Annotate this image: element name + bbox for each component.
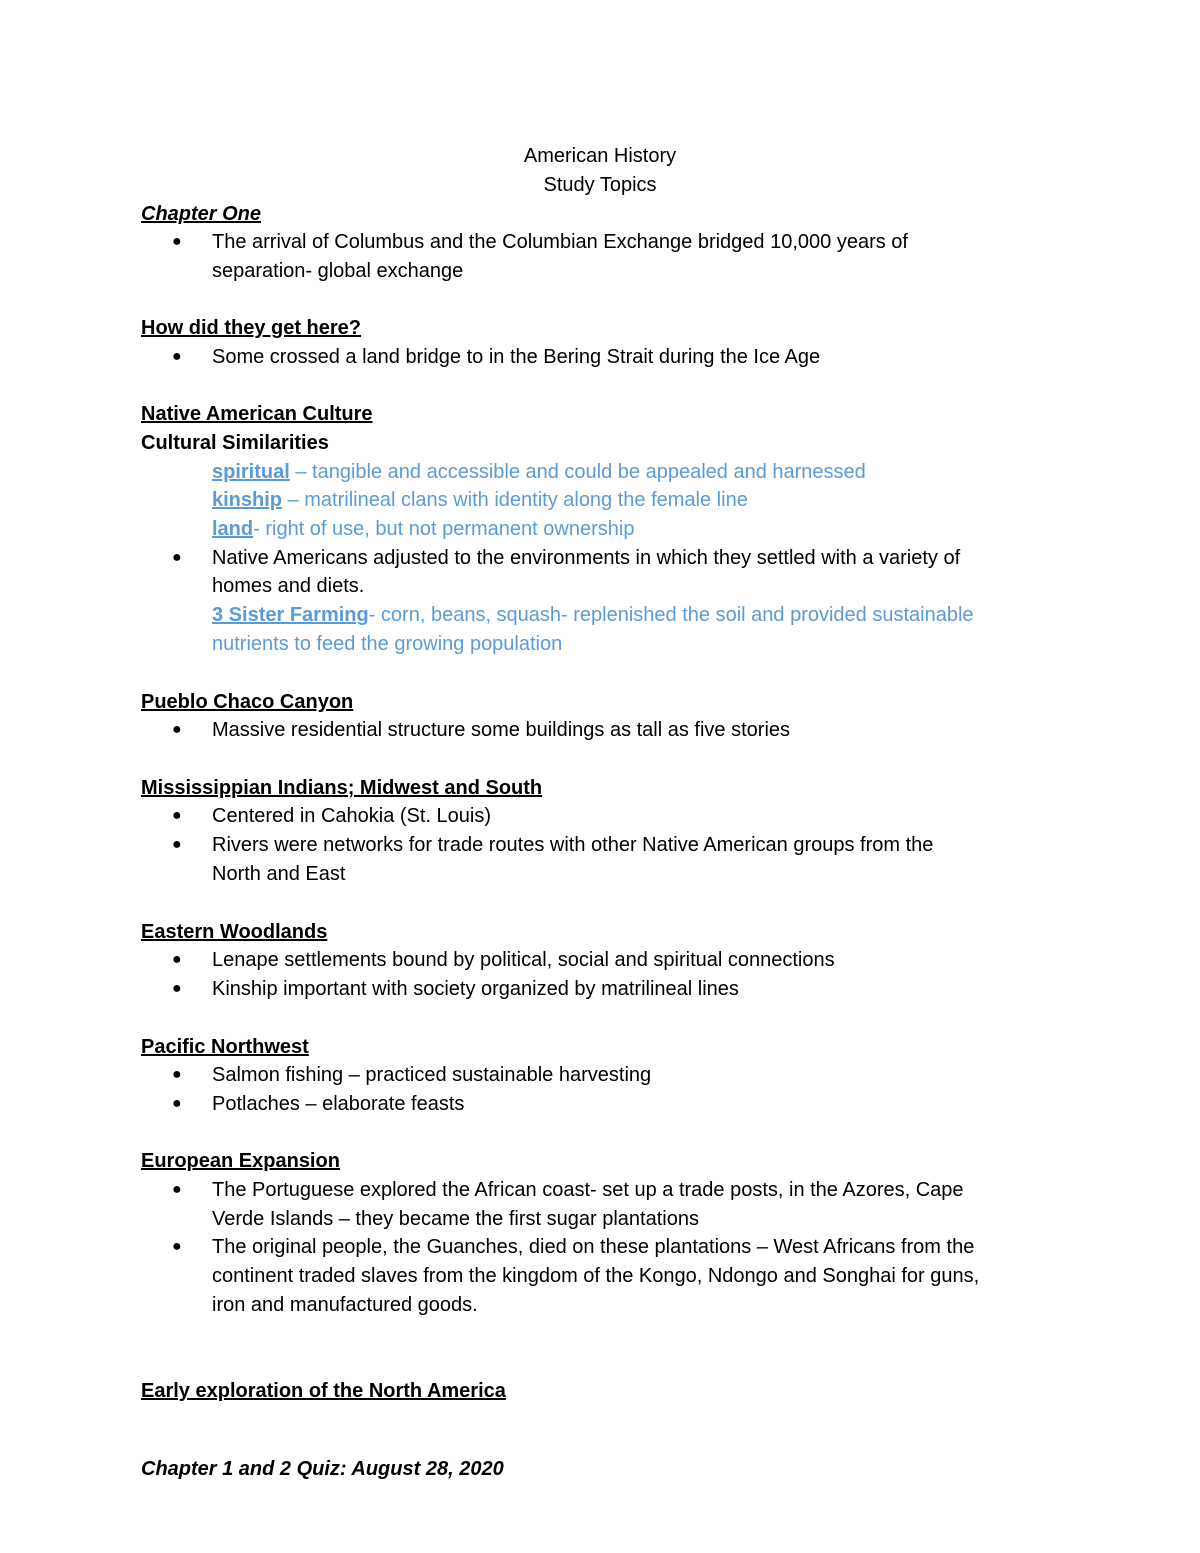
bullet-icon: ●	[172, 807, 182, 824]
heading-native-american-culture: Native American Culture	[141, 403, 373, 425]
bullet-icon: ●	[172, 1181, 182, 1198]
bullet-icon: ●	[172, 1238, 182, 1255]
bullet-icon: ●	[172, 233, 182, 250]
heading-eastern-woodlands: Eastern Woodlands	[141, 921, 328, 943]
how-bullet-1: Some crossed a land bridge to in the Bering Strait during the Ice Age	[212, 346, 821, 368]
term-key-spiritual: spiritual	[212, 461, 290, 483]
heading-european-expansion: European Expansion	[141, 1150, 340, 1172]
heading-chapter-one: Chapter One	[141, 203, 262, 225]
heading-mississippian-indians: Mississippian Indians; Midwest and South	[141, 777, 543, 799]
european-bullet-2-cont-1: continent traded slaves from the kingdom of the Kongo, Ndongo and Songhai for guns,	[212, 1265, 980, 1287]
term-definition-land: - right of use, but not permanent ownership	[253, 518, 635, 540]
document-subtitle: Study Topics	[543, 174, 657, 196]
term-kinship	[212, 486, 748, 514]
mississippian-bullet-2-cont: North and East	[212, 863, 346, 885]
term-key-land: land	[212, 518, 254, 540]
native-bullet-1: Native Americans adjusted to the environments in which they settled with a variety of	[212, 547, 961, 569]
woodlands-bullet-1: Lenape settlements bound by political, social and spiritual connections	[212, 949, 835, 971]
heading-pueblo-chaco-canyon: Pueblo Chaco Canyon	[141, 691, 354, 713]
bullet-icon: ●	[172, 1095, 182, 1112]
pacific-bullet-1: Salmon fishing – practiced sustainable harvesting	[212, 1064, 652, 1086]
bullet-icon: ●	[172, 951, 182, 968]
bullet-icon: ●	[172, 1066, 182, 1083]
chapter-one-bullet-1: The arrival of Columbus and the Columbian Exchange bridged 10,000 years of	[212, 231, 908, 253]
subheading-cultural-similarities: Cultural Similarities	[141, 432, 329, 454]
term-definition-spiritual: – tangible and accessible and could be appealed and harnessed	[289, 461, 866, 483]
bullet-icon: ●	[172, 348, 182, 365]
bullet-icon: ●	[172, 721, 182, 738]
mississippian-bullet-2: Rivers were networks for trade routes with other Native American groups from the	[212, 834, 934, 856]
term-definition-kinship: – matrilineal clans with identity along the female line	[282, 489, 748, 511]
european-bullet-1: The Portuguese explored the African coast- set up a trade posts, in the Azores, Cape	[212, 1179, 964, 1201]
woodlands-bullet-2: Kinship important with society organized by matrilineal lines	[212, 978, 739, 1000]
term-key-kinship: kinship	[212, 489, 283, 511]
document-title: American History	[523, 145, 677, 167]
term-three-sister-farming-cont: nutrients to feed the growing population	[212, 633, 563, 655]
pacific-bullet-2: Potlaches – elaborate feasts	[212, 1093, 465, 1115]
heading-early-exploration: Early exploration of the North America	[141, 1380, 506, 1402]
native-bullet-1-cont: homes and diets.	[212, 575, 365, 597]
term-key-three-sister-farming: 3 Sister Farming	[212, 604, 369, 626]
european-bullet-2: The original people, the Guanches, died on these plantations – West Africans from the	[212, 1236, 975, 1258]
chapter-one-bullet-1-cont: separation- global exchange	[212, 260, 464, 282]
term-land	[212, 515, 634, 543]
pueblo-bullet-1: Massive residential structure some buildings as tall as five stories	[212, 719, 791, 741]
heading-pacific-northwest: Pacific Northwest	[141, 1036, 309, 1058]
quiz-date: Chapter 1 and 2 Quiz: August 28, 2020	[141, 1458, 504, 1480]
heading-how-did-they-get-here: How did they get here?	[141, 317, 362, 339]
bullet-icon: ●	[172, 980, 182, 997]
bullet-icon: ●	[172, 549, 182, 566]
mississippian-bullet-1: Centered in Cahokia (St. Louis)	[212, 805, 492, 827]
term-three-sister-farming	[212, 601, 974, 629]
term-definition-three-sister-farming: - corn, beans, squash- replenished the soil and provided sustainable	[368, 604, 974, 626]
european-bullet-1-cont: Verde Islands – they became the first sugar plantations	[212, 1208, 699, 1230]
european-bullet-2-cont-2: iron and manufactured goods.	[212, 1294, 478, 1316]
bullet-icon: ●	[172, 836, 182, 853]
term-spiritual	[212, 458, 866, 486]
